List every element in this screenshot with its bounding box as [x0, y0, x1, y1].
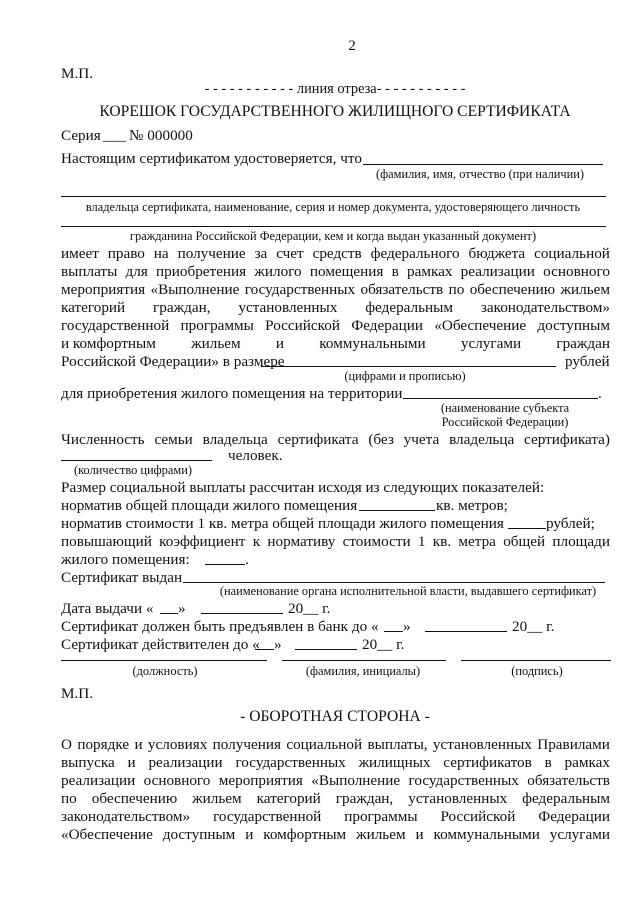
caption-owner: владельца сертификата, наименование, серия и номер документа, удостоверяющего личность — [85, 200, 581, 214]
word: 1 — [417, 533, 426, 550]
word: приобретения — [156, 263, 247, 280]
word: получения — [212, 736, 281, 753]
word: установленных — [408, 790, 508, 807]
word: основного — [143, 772, 211, 789]
word: жильем — [356, 826, 406, 843]
reverse-word: законодательством» — [61, 808, 191, 825]
reverse-line-spaced — [61, 807, 610, 826]
body-line — [61, 262, 610, 281]
word: по — [61, 790, 77, 807]
valid-until-prefix: Сертификат действителен до « — [61, 636, 260, 653]
reverse-line — [61, 825, 610, 844]
word: государственных — [244, 281, 356, 298]
authority-blank-line — [183, 582, 605, 583]
stamp-place-bottom: М.П. — [61, 685, 94, 702]
word: право — [107, 245, 145, 262]
word: жилищных — [358, 754, 431, 771]
body-line — [61, 280, 610, 299]
word: граждан, — [335, 790, 394, 807]
amount-suffix: рублей — [565, 353, 610, 370]
body-word: и — [275, 335, 285, 352]
word: обеспечению — [469, 281, 556, 298]
body-line — [61, 244, 610, 263]
word: и — [415, 826, 424, 843]
word: категорий — [256, 790, 321, 807]
word: обязательств — [360, 281, 444, 298]
series-blank: ___ — [103, 127, 126, 144]
word: и — [127, 754, 136, 771]
word: площади — [552, 533, 610, 550]
word: рамках — [407, 263, 453, 280]
word: программы — [180, 317, 254, 334]
body-line-spaced — [61, 298, 610, 317]
issue-day-blank — [160, 613, 178, 614]
bank-deadline-prefix: Сертификат должен быть предъявлен в банк до « — [61, 618, 379, 635]
owner-blank-line — [61, 196, 606, 197]
word: реализации — [460, 263, 535, 280]
word: государственных — [235, 754, 346, 771]
word: рамках — [564, 754, 610, 771]
word: выпуска — [61, 754, 115, 771]
norm-area-blank-line — [359, 510, 435, 511]
word: реализации — [61, 772, 136, 789]
word: О — [61, 736, 72, 753]
name-signature-line — [282, 660, 446, 661]
document-title: КОРЕШОК ГОСУДАРСТВЕННОГО ЖИЛИЩНОГО СЕРТИФИКАТА — [99, 103, 571, 120]
caption-signature: (подпись) — [511, 664, 563, 678]
word: нормативу — [267, 533, 336, 550]
family-suffix: человек. — [228, 447, 283, 464]
word: жильем — [560, 281, 610, 298]
word: доступным — [162, 826, 236, 843]
word: федеральным — [522, 790, 610, 807]
certify-text: Настоящим сертификатом удостоверяется, что — [61, 150, 362, 167]
word: метра — [458, 533, 496, 550]
territory-blank-line — [403, 398, 598, 399]
coef-prefix: жилого помещения: — [61, 551, 190, 568]
body-word: услугами — [460, 335, 522, 352]
bank-day-blank — [384, 631, 403, 632]
word: за — [254, 245, 268, 262]
word: и — [134, 736, 143, 753]
issued-by-label: Сертификат выдан — [61, 569, 183, 586]
caption-name: (фамилия, инициалы) — [305, 664, 421, 678]
word: жильем — [192, 790, 242, 807]
position-signature-line — [61, 660, 267, 661]
word: выплаты — [61, 263, 118, 280]
norm-area-prefix: норматив общей площади жилого помещения — [61, 497, 358, 514]
word: кв. — [432, 533, 452, 550]
body-word: коммунальными — [319, 335, 426, 352]
caption-subject-2: Российской Федерации) — [441, 415, 569, 429]
valid-until-mid: » — [274, 636, 282, 653]
family-line — [61, 430, 610, 449]
body-word: и комфортным — [61, 335, 156, 352]
reverse-word: Российской — [440, 808, 516, 825]
word: общей — [503, 533, 546, 550]
reverse-line — [61, 753, 610, 772]
bank-deadline-mid: » — [403, 618, 411, 635]
word: коммунальными — [433, 826, 540, 843]
reverse-line — [61, 771, 610, 790]
norm-cost-suffix: рублей; — [546, 515, 595, 532]
caption-citizen: гражданина Российской Федерации, кем и когда выдан указанный документ) — [129, 229, 537, 243]
word: «Выполнение — [311, 772, 401, 789]
word: Численность — [61, 431, 145, 448]
word: сертификата — [277, 431, 359, 448]
word: и — [245, 826, 254, 843]
word: в — [544, 754, 552, 771]
word: повышающий — [61, 533, 152, 550]
caption-count: (количество цифрами) — [74, 463, 192, 477]
word: имеет — [61, 245, 99, 262]
word: коэффициент — [159, 533, 246, 550]
body-word: жильем — [191, 335, 241, 352]
norm-cost-blank-line — [508, 528, 546, 529]
caption-amount: (цифрами и прописью) — [344, 369, 466, 383]
word: мероприятия — [218, 772, 303, 789]
amount-blank-line — [261, 366, 556, 367]
coef-suffix: . — [245, 551, 249, 568]
issue-date-prefix: Дата выдачи « — [61, 600, 154, 617]
word: федерального — [370, 245, 460, 262]
word: «Обеспечение — [434, 317, 527, 334]
coef-line — [61, 532, 610, 551]
reverse-word: Федерации — [538, 808, 610, 825]
word: реализации — [148, 754, 223, 771]
word: стоимости — [342, 533, 411, 550]
word: комфортным — [263, 826, 347, 843]
issue-month-blank — [201, 613, 283, 614]
norm-area-suffix: кв. метров; — [436, 497, 508, 514]
reverse-side-title: - ОБОРОТНАЯ СТОРОНА - — [240, 708, 430, 725]
fio-blank-line — [363, 164, 603, 165]
calc-line: Размер социальной выплаты рассчитан исходя из следующих показателей: — [61, 479, 545, 496]
word: «Обеспечение — [61, 826, 153, 843]
word: в — [391, 263, 399, 280]
word: по — [448, 281, 465, 298]
reverse-word: программы — [344, 808, 418, 825]
issue-date-mid: » — [178, 600, 186, 617]
word: владельца — [449, 431, 515, 448]
body-word: граждан — [556, 335, 610, 352]
word: доступным — [537, 317, 610, 334]
word: условиях — [147, 736, 208, 753]
word: социальной — [534, 245, 610, 262]
word: учета — [403, 431, 440, 448]
coef-blank-line — [205, 564, 245, 565]
body-word: категорий — [61, 299, 126, 316]
body-word: законодательством» — [480, 299, 610, 316]
word: государственных — [408, 772, 519, 789]
word: установленных — [432, 736, 532, 753]
word: мероприятия — [61, 281, 146, 298]
body-word: граждан, — [153, 299, 211, 316]
word: социальной — [286, 736, 363, 753]
word: получение — [177, 245, 246, 262]
word: «Выполнение — [150, 281, 240, 298]
signature-line — [461, 660, 611, 661]
stamp-place-top: М.П. — [61, 65, 94, 82]
body-line — [61, 316, 610, 335]
word: жилого — [254, 263, 302, 280]
issue-date-year: 20__ г. — [288, 600, 331, 617]
bank-deadline-year: 20__ г. — [512, 618, 555, 635]
citizen-blank-line — [61, 226, 606, 227]
word: для — [125, 263, 148, 280]
word: бюджета — [468, 245, 526, 262]
word: порядке — [77, 736, 130, 753]
word: владельца — [202, 431, 268, 448]
valid-day-blank — [255, 649, 274, 650]
word: счет — [276, 245, 304, 262]
cut-line: - - - - - - - - - - - линия отреза- - - - - - - - - - - — [204, 81, 466, 97]
word: основного — [543, 263, 610, 280]
body-line-spaced — [61, 334, 610, 353]
body-word: установленных — [238, 299, 338, 316]
body-word: федеральным — [365, 299, 453, 316]
amount-prefix: Российской Федерации» в размере — [61, 353, 285, 370]
family-blank-line — [61, 460, 212, 461]
word: средств — [312, 245, 362, 262]
word: выплаты, — [367, 736, 428, 753]
reverse-line — [61, 735, 610, 754]
caption-authority: (наименование органа исполнительной власти, выдавшего сертификат) — [219, 584, 597, 598]
word: помещения — [309, 263, 384, 280]
caption-subject-1: (наименование субъекта — [440, 401, 570, 415]
word: на — [153, 245, 169, 262]
norm-cost-prefix: норматив стоимости 1 кв. метра общей площади жилого помещения — [61, 515, 504, 532]
word: сертификатов — [443, 754, 532, 771]
word: Российской — [265, 317, 340, 334]
certificate-number: № 000000 — [129, 127, 193, 144]
caption-fio: (фамилия, имя, отчество (при наличии) — [375, 167, 585, 181]
word: обязательств — [527, 772, 610, 789]
page-number: 2 — [348, 37, 356, 54]
word: Правилами — [537, 736, 610, 753]
reverse-line — [61, 789, 610, 808]
word: сертификата) — [524, 431, 610, 448]
territory-dot: . — [598, 385, 602, 402]
word: обеспечению — [91, 790, 178, 807]
word: Федерации — [351, 317, 423, 334]
word: услугами — [549, 826, 610, 843]
word: семьи — [154, 431, 193, 448]
valid-until-year: 20__ г. — [362, 636, 405, 653]
word: государственной — [61, 317, 170, 334]
territory-text: для приобретения жилого помещения на территории — [61, 385, 403, 402]
bank-month-blank — [425, 631, 507, 632]
word: к — [252, 533, 261, 550]
word: (без — [368, 431, 394, 448]
series-label: Серия — [61, 127, 101, 144]
valid-month-blank — [295, 649, 357, 650]
caption-position: (должность) — [132, 664, 198, 678]
reverse-word: государственной — [213, 808, 322, 825]
